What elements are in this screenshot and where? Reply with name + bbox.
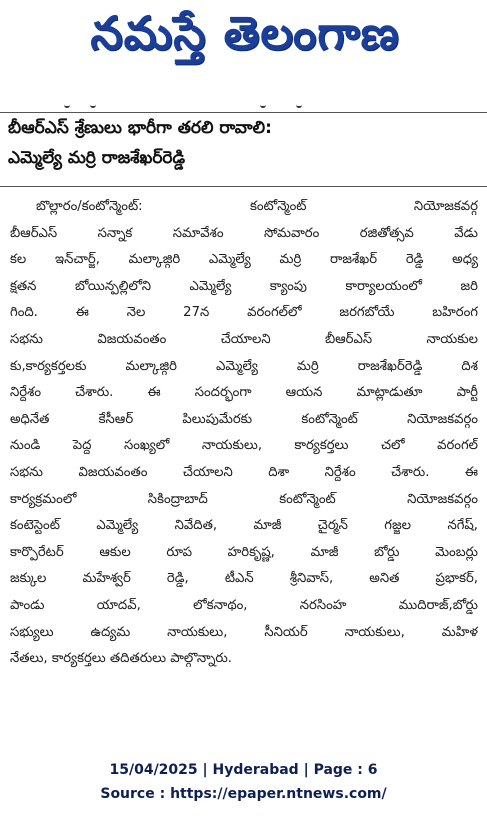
headline-line-2: ఎమ్మెల్యే మర్రి రాజశేఖర్‌రెడ్డి (8, 148, 186, 168)
article-line: నేతలు, కార్యకర్తలు తదితరులు పాల్గొన్నారు. (10, 651, 232, 667)
article-line: నిర్దేశం చేశారు. ఈ సందర్భంగా ఆయన మాట్లాడుతూ పార్టీ (10, 385, 478, 401)
article-line: కార్యక్రమంలో సికింద్రాబాద్ కంటోన్మెంట్ నియోజకవర్గం (10, 491, 478, 507)
article-line: బొల్లారం/కంటోన్మెంట్: కంటోన్మెంట్ నియోజకవర్గ (36, 199, 478, 214)
footer-dateline: 15/04/2025 | Hyderabad | Page : 6 (109, 762, 378, 778)
article-line: పాండు యాదవ్, లోకనాథం, నరసింహ ముదిరాజ్,బోర్డు (10, 597, 478, 613)
article-line: కార్పొరేటర్ ఆకుల రూప హరికృష్ణ, మాజీ బోర్డు మెంబర్లు (10, 544, 478, 560)
article-line: సభ్యులు ఉద్యమ నాయకులు, సీనియర్ నాయకులు, మహిళ (10, 624, 478, 640)
article-line: కంటెస్టెంట్ ఎమ్మెల్యే నివేదిత, మాజీ చైర్మన్ గజ్జల నగేష్, (10, 518, 478, 534)
masthead-title: నమస్తే తెలంగాణ (90, 6, 400, 60)
headline-divider (0, 186, 487, 187)
article-line: కల ఇన్‌చార్జ్, మల్కాజ్గిరి ఎమ్మెల్యే మర్రి రాజశేఖర్ రెడ్డి అధ్య (10, 252, 478, 268)
footer-source: Source : https://epaper.ntnews.com/ (100, 786, 387, 802)
article-line: జక్కుల మహేశ్వర్ రెడ్డి, టీఎన్ శ్రీనివాస్, అనిత ప్రభాకర్, (10, 571, 478, 587)
article-line: క్షతన బోయిన్పల్లిలోని ఎమ్మెల్యే క్యాంపు కార్యాలయంలో జరి (10, 278, 478, 294)
article-line: నుండి పెద్ద సంఖ్యలో నాయకులు, కార్యకర్తలు చలో వరంగల్ (10, 438, 478, 454)
clipped-text-fragment (60, 98, 320, 108)
article-line: గింది. ఈ నెల 27న వరంగల్‌లో జరగబోయే బహిరంగ (10, 305, 478, 321)
article-line: బీఆర్ఎస్ సన్నాక సమావేశం సోమవారం రజితోత్సవ వేడు (10, 225, 478, 241)
top-divider (0, 112, 487, 113)
article-line: కు,కార్యకర్తలకు మల్కాజ్గిరి ఎమ్మెల్యే మర్రి రాజశేఖర్‌రెడ్డి దిశ (10, 358, 478, 374)
article-body (10, 194, 478, 673)
article-line: అధినేత కేసీఆర్ పిలుపుమేరకు కంటోన్మెంట్ నియోజకవర్గం (10, 411, 478, 427)
article-line: సభను విజయవంతం చేయాలని బీఆర్ఎస్ నాయకుల (10, 331, 478, 347)
headline-line-1: బీఆర్ఎస్ శ్రేణులు భారీగా తరలి రావాలి: (8, 118, 272, 138)
newspaper-masthead (40, 4, 450, 74)
article-line: సభను విజయవంతం చేయాలని దిశా నిర్దేశం చేశారు. ఈ (10, 464, 478, 480)
